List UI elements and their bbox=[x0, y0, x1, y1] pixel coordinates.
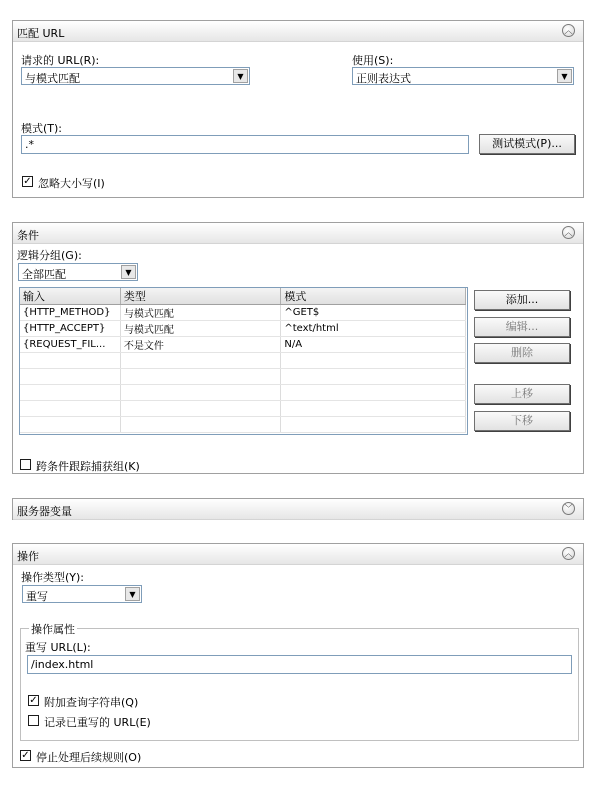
append-query-checkbox[interactable] bbox=[28, 695, 39, 706]
cell-type: 与模式匹配 bbox=[120, 321, 281, 337]
conditions-grid[interactable] bbox=[19, 287, 468, 435]
cell-pattern: ^GET$ bbox=[281, 305, 466, 321]
logical-grouping-value: 全部匹配 bbox=[22, 268, 66, 281]
table-row[interactable] bbox=[20, 305, 466, 321]
requested-url-label: 请求的 URL(R): bbox=[21, 54, 100, 67]
empty-row bbox=[20, 369, 466, 385]
dropdown-arrow-icon[interactable]: ▼ bbox=[125, 587, 140, 601]
chevron-up-icon[interactable]: ︿ bbox=[562, 226, 575, 239]
action-properties-title: 操作属性 bbox=[31, 623, 75, 636]
chevron-down-icon[interactable]: ﹀ bbox=[562, 502, 575, 515]
stop-processing-checkbox[interactable] bbox=[20, 750, 31, 761]
test-pattern-button[interactable]: 测试模式(P)... bbox=[479, 134, 575, 154]
requested-url-value: 与模式匹配 bbox=[25, 72, 80, 85]
action-type-value: 重写 bbox=[26, 590, 48, 603]
chevron-up-icon[interactable]: ︿ bbox=[562, 24, 575, 37]
using-value: 正则表达式 bbox=[356, 72, 411, 85]
cell-input: {HTTP_METHOD} bbox=[20, 305, 120, 321]
using-label: 使用(S): bbox=[352, 54, 394, 67]
append-query-label[interactable]: 附加查询字符串(Q) bbox=[44, 696, 139, 709]
conditions-title: 条件 bbox=[17, 229, 39, 242]
checkmark-icon: ✓ bbox=[21, 750, 30, 761]
conditions-panel bbox=[12, 222, 584, 474]
log-rewritten-label[interactable]: 记录已重写的 URL(E) bbox=[44, 716, 151, 729]
empty-row bbox=[20, 417, 466, 433]
action-properties-group bbox=[20, 623, 579, 741]
ignore-case-label[interactable]: 忽略大小写(I) bbox=[38, 177, 105, 190]
cell-type: 不是文件 bbox=[120, 337, 281, 353]
stop-processing-label[interactable]: 停止处理后续规则(O) bbox=[36, 751, 142, 764]
action-title: 操作 bbox=[17, 550, 39, 563]
cell-pattern: ^text/html bbox=[281, 321, 466, 337]
dropdown-arrow-icon[interactable]: ▼ bbox=[233, 69, 248, 83]
empty-row bbox=[20, 353, 466, 369]
pattern-label: 模式(T): bbox=[21, 122, 63, 135]
add-button[interactable]: 添加... bbox=[474, 290, 570, 310]
rewrite-url-value: /index.html bbox=[31, 658, 94, 671]
log-rewritten-checkbox[interactable] bbox=[28, 715, 39, 726]
checkmark-icon: ✓ bbox=[29, 695, 38, 706]
dropdown-arrow-icon[interactable]: ▼ bbox=[557, 69, 572, 83]
action-panel bbox=[12, 543, 584, 768]
dropdown-arrow-icon[interactable]: ▼ bbox=[121, 265, 136, 279]
rewrite-url-label: 重写 URL(L): bbox=[25, 641, 91, 654]
conditions-header[interactable] bbox=[13, 223, 583, 244]
move-up-button[interactable]: 上移 bbox=[474, 384, 570, 404]
rewrite-url-input[interactable] bbox=[27, 655, 572, 674]
move-down-button[interactable]: 下移 bbox=[474, 411, 570, 431]
cell-pattern: N/A bbox=[281, 337, 466, 353]
column-header-pattern[interactable]: 模式 bbox=[281, 288, 466, 305]
empty-row bbox=[20, 401, 466, 417]
cell-input: {HTTP_ACCEPT} bbox=[20, 321, 120, 337]
checkmark-icon: ✓ bbox=[23, 176, 32, 187]
table-header-row bbox=[20, 288, 466, 305]
action-header[interactable] bbox=[13, 544, 583, 565]
remove-button[interactable]: 删除 bbox=[474, 343, 570, 363]
server-variables-panel bbox=[12, 498, 584, 520]
using-select[interactable] bbox=[352, 67, 574, 85]
cell-input: {REQUEST_FIL... bbox=[20, 337, 120, 353]
edit-button[interactable]: 编辑... bbox=[474, 317, 570, 337]
track-captures-checkbox[interactable] bbox=[20, 459, 31, 470]
logical-grouping-select[interactable] bbox=[18, 263, 138, 281]
action-type-select[interactable] bbox=[22, 585, 142, 603]
chevron-up-icon[interactable]: ︿ bbox=[562, 547, 575, 560]
conditions-table bbox=[20, 288, 466, 433]
empty-row bbox=[20, 385, 466, 401]
track-captures-label[interactable]: 跨条件跟踪捕获组(K) bbox=[36, 460, 140, 473]
logical-grouping-label: 逻辑分组(G): bbox=[17, 249, 82, 262]
action-type-label: 操作类型(Y): bbox=[21, 571, 85, 584]
server-variables-header[interactable] bbox=[13, 499, 583, 520]
table-row[interactable] bbox=[20, 337, 466, 353]
ignore-case-checkbox[interactable] bbox=[22, 176, 33, 187]
pattern-input[interactable] bbox=[21, 135, 469, 154]
requested-url-select[interactable] bbox=[21, 67, 250, 85]
pattern-value: .* bbox=[25, 138, 34, 151]
match-url-header[interactable] bbox=[13, 21, 583, 42]
match-url-panel bbox=[12, 20, 584, 198]
server-variables-title: 服务器变量 bbox=[17, 505, 72, 518]
table-row[interactable] bbox=[20, 321, 466, 337]
cell-type: 与模式匹配 bbox=[120, 305, 281, 321]
column-header-type[interactable]: 类型 bbox=[120, 288, 281, 305]
match-url-title: 匹配 URL bbox=[17, 27, 65, 40]
column-header-input[interactable]: 输入 bbox=[20, 288, 120, 305]
